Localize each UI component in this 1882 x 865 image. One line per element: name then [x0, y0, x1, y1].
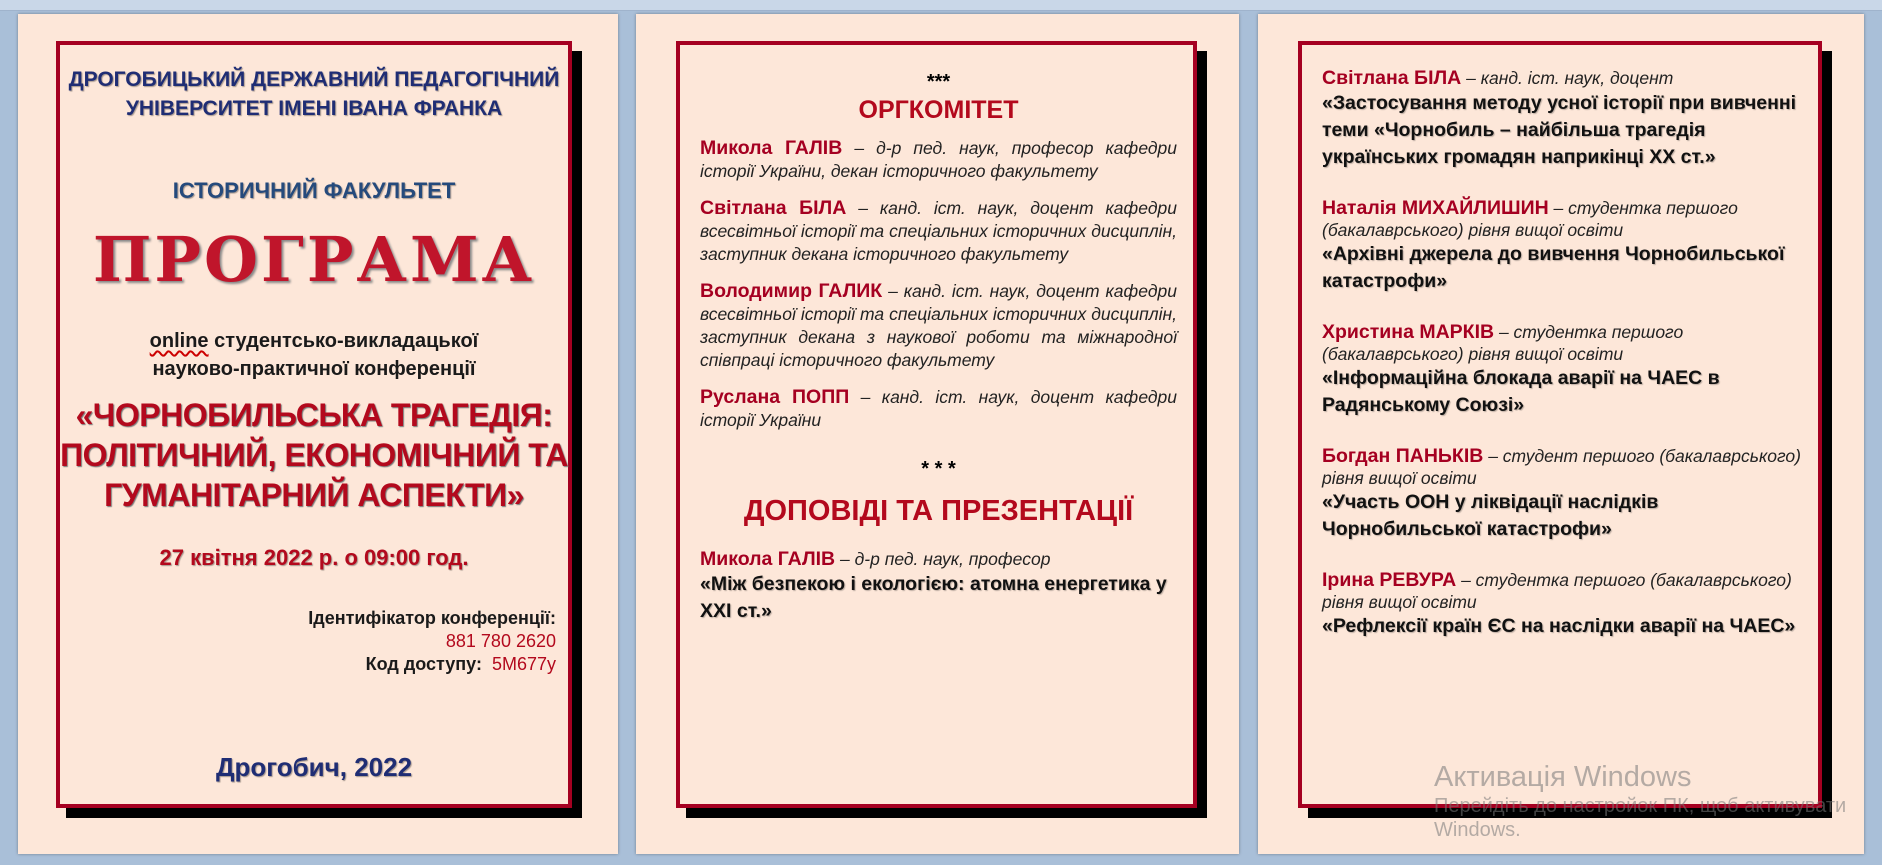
report-title: «Інформаційна блокада аварії на ЧАЕС в Радянському Союзі»: [1322, 367, 1720, 416]
reports-heading: ДОПОВІДІ ТА ПРЕЗЕНТАЦІЇ: [743, 495, 1134, 527]
report-author-desc: – канд. іст. наук, доцент: [1461, 68, 1674, 88]
city-year: Дрогобич, 2022: [215, 752, 413, 782]
access-code-value: 5M677y: [491, 654, 556, 674]
app-top-bar: [0, 0, 1882, 11]
report-item: [1322, 67, 1804, 171]
conference-id-value: 881 780 2620: [445, 631, 556, 651]
member-name: Світлана БІЛА: [700, 197, 847, 219]
report-author: Наталія МИХАЙЛИШИН: [1322, 197, 1549, 219]
conference-type-line2: науково-практичної конференції: [152, 358, 476, 380]
report-title: «Архівні джерела до вивчення Чорнобильської катастрофи»: [1322, 243, 1785, 292]
watermark-line1: Перейдіть до настройок ПК, щоб активувати: [1434, 795, 1847, 817]
stars-divider-top: ***: [926, 71, 951, 93]
report-author: Богдан ПАНЬКІВ: [1322, 445, 1484, 467]
program-title: ПРОГРАМА: [92, 223, 536, 296]
member-desc: – канд. іст. наук, доцент кафедри всесвітньої історії та спеціальних історичних дисциплін, заступник декана історичного факультету: [700, 198, 1177, 264]
report-title: «Застосування методу усної історії при вивченні теми «Чорнобиль – найбільша трагедія українських громадян наприкінці ХХ ст.»: [1322, 92, 1797, 168]
conference-type: [60, 327, 568, 383]
online-word: online: [149, 330, 209, 352]
report-title: «Між безпекою і екологією: атомна енергетика у ХХІ ст.»: [700, 573, 1167, 622]
report-title: «Рефлексії країн ЄС на наслідки аварії на ЧАЕС»: [1322, 615, 1796, 637]
member-desc: – канд. іст. наук, доцент кафедри історії України: [700, 387, 1177, 430]
committee-member: [700, 197, 1177, 266]
member-name: Микола ГАЛІВ: [700, 137, 843, 159]
page-3: [1258, 14, 1864, 854]
report-title: «Участь ООН у ліквідації наслідків Чорнобильської катастрофи»: [1322, 491, 1659, 540]
report-author: Світлана БІЛА: [1322, 67, 1462, 89]
committee-member: [700, 386, 1177, 432]
report-author-desc: – студентка першого (бакалаврського) рівня вищої освіти: [1322, 570, 1792, 612]
page-3-frame: [1298, 41, 1822, 808]
report-item: [1322, 197, 1804, 295]
conference-date: 27 квітня 2022 р. о 09:00 год.: [159, 545, 469, 570]
windows-activation-watermark: [1434, 760, 1846, 842]
member-name: Володимир ГАЛИК: [700, 280, 883, 302]
page-1-frame: [56, 41, 572, 808]
watermark-line2: Windows.: [1434, 819, 1521, 841]
report-item: [1322, 321, 1804, 419]
report-author: Микола ГАЛІВ: [700, 548, 836, 570]
report-author-desc: – студентка першого (бакалаврського) рівня вищої освіти: [1322, 198, 1738, 240]
access-code-label: Код доступу:: [365, 654, 482, 674]
report-item: [1322, 445, 1804, 543]
report-author-desc: – студент першого (бакалаврського) рівня вищої освіти: [1322, 446, 1801, 488]
report-author: Христина МАРКІВ: [1322, 321, 1495, 343]
report-author-desc: – студентка першого (бакалаврського) рівня вищої освіти: [1322, 322, 1684, 364]
member-desc: – д-р пед. наук, професор кафедри історії України, декан історичного факультету: [700, 138, 1177, 181]
conference-id-label: Ідентифікатор конференції:: [308, 608, 556, 628]
report-item: [1322, 569, 1804, 640]
faculty-name: ІСТОРИЧНИЙ ФАКУЛЬТЕТ: [172, 178, 456, 203]
report-author: Ірина РЕВУРА: [1322, 569, 1457, 591]
report-author-desc: – д-р пед. наук, професор: [835, 549, 1051, 569]
report-item: [700, 548, 1177, 625]
member-desc: – канд. іст. наук, доцент кафедри всесвітньої історії та спеціальних історичних дисциплін, заступник декана з наукової роботи та міжнародної співпраці історичного факультету: [700, 281, 1177, 370]
page-2: [636, 14, 1239, 854]
conference-access-info: [308, 607, 556, 676]
committee-member: [700, 137, 1177, 183]
conference-type-line1: студентсько-викладацької: [208, 330, 479, 352]
stars-divider-mid: * * *: [921, 458, 956, 480]
page-1: [18, 14, 618, 854]
watermark-title: Активація Windows: [1434, 761, 1692, 793]
member-name: Руслана ПОПП: [700, 386, 850, 408]
org-committee-heading: ОРГКОМІТЕТ: [858, 96, 1019, 124]
university-name: ДРОГОБИЦЬКИЙ ДЕРЖАВНИЙ ПЕДАГОГІЧНИЙ УНІВЕРСИТЕТ ІМЕНІ ІВАНА ФРАНКА: [68, 68, 560, 120]
page-2-frame: [676, 41, 1197, 808]
conference-title: «ЧОРНОБИЛЬСЬКА ТРАГЕДІЯ: ПОЛІТИЧНИЙ, ЕКОНОМІЧНИЙ ТА ГУМАНІТАРНИЙ АСПЕКТИ»: [60, 397, 568, 513]
committee-member: [700, 280, 1177, 372]
